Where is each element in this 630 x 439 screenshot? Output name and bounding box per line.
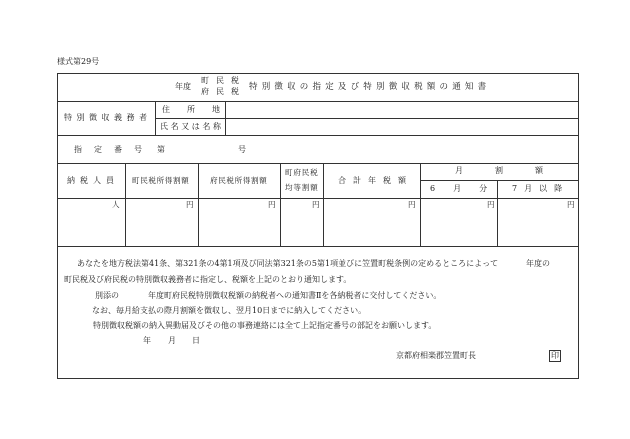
notice-line-1: あなたを地方税法第41条、第321条の4第1項及び同法第321条の5第1項並びに笠置町税条例の定めるところによって	[77, 259, 499, 268]
unit-july-onward: 円	[567, 200, 575, 209]
address-label: 住所地	[162, 105, 237, 114]
designation-suffix: 号	[238, 145, 246, 154]
header-june: 6月分	[430, 184, 506, 193]
header-per-capita-line2: 均等割額	[285, 183, 319, 192]
unit-pref-income: 円	[268, 200, 276, 209]
notice-line-5: 特別徴収税額の納入異動届及びその他の事務連絡には全て上記指定番号の部記をお願いします。	[93, 321, 437, 330]
data-annual-total-cell	[323, 198, 421, 247]
header-annual-total: 合計年税額	[338, 176, 413, 185]
notice-line-3: 年度町府民税特別徴収税額の納税者への通知書Ⅱを各納税者に交付してください。	[148, 291, 442, 300]
form-title: 特別徴収の指定及び特別徴収税額の通知書	[249, 82, 491, 92]
name-value-cell	[225, 118, 579, 136]
notice-line-2: 町民税及び府民税の特別徴収義務者に指定し、税額を上記のとおり通知します。	[64, 275, 352, 284]
title-year-label: 年度	[175, 82, 191, 91]
unit-town-income: 円	[186, 200, 194, 209]
notice-line-1-tail: 年度の	[526, 259, 550, 268]
date-day: 日	[192, 336, 200, 345]
header-town-income: 町民税所得割額	[132, 176, 190, 185]
date-month: 月	[168, 336, 176, 345]
header-pref-income: 府民税所得割額	[210, 176, 268, 185]
header-monthly: 月割額	[455, 166, 575, 175]
designation-prefix: 第	[157, 145, 165, 154]
notice-line-4: なお、毎月給支払の際月割額を徴収し、翌月10日までに納入してください。	[92, 306, 367, 315]
unit-annual-total: 円	[408, 200, 416, 209]
title-town-tax: 町民税	[201, 76, 246, 85]
seal-mark: 印	[551, 351, 559, 360]
notice-line-3-head: 別添の	[95, 291, 119, 300]
header-per-capita-line1: 町府民税	[285, 168, 319, 177]
obligor-label: 特別徴収義務者	[64, 113, 152, 122]
designation-label: 指定番号	[74, 145, 154, 154]
header-taxpayers: 納税人員	[67, 176, 119, 185]
header-july-onward: 7月以降	[512, 184, 570, 193]
title-prefecture-tax: 府民税	[201, 87, 246, 96]
name-label: 氏名又は名称	[160, 122, 224, 131]
unit-per-capita: 円	[312, 200, 320, 209]
issuer-name: 京都府相楽郡笠置町長	[396, 351, 476, 360]
address-value-cell	[225, 101, 579, 119]
form-number: 様式第29号	[57, 57, 100, 66]
unit-june: 円	[487, 200, 495, 209]
unit-taxpayers: 人	[112, 200, 120, 209]
date-year: 年	[143, 336, 151, 345]
